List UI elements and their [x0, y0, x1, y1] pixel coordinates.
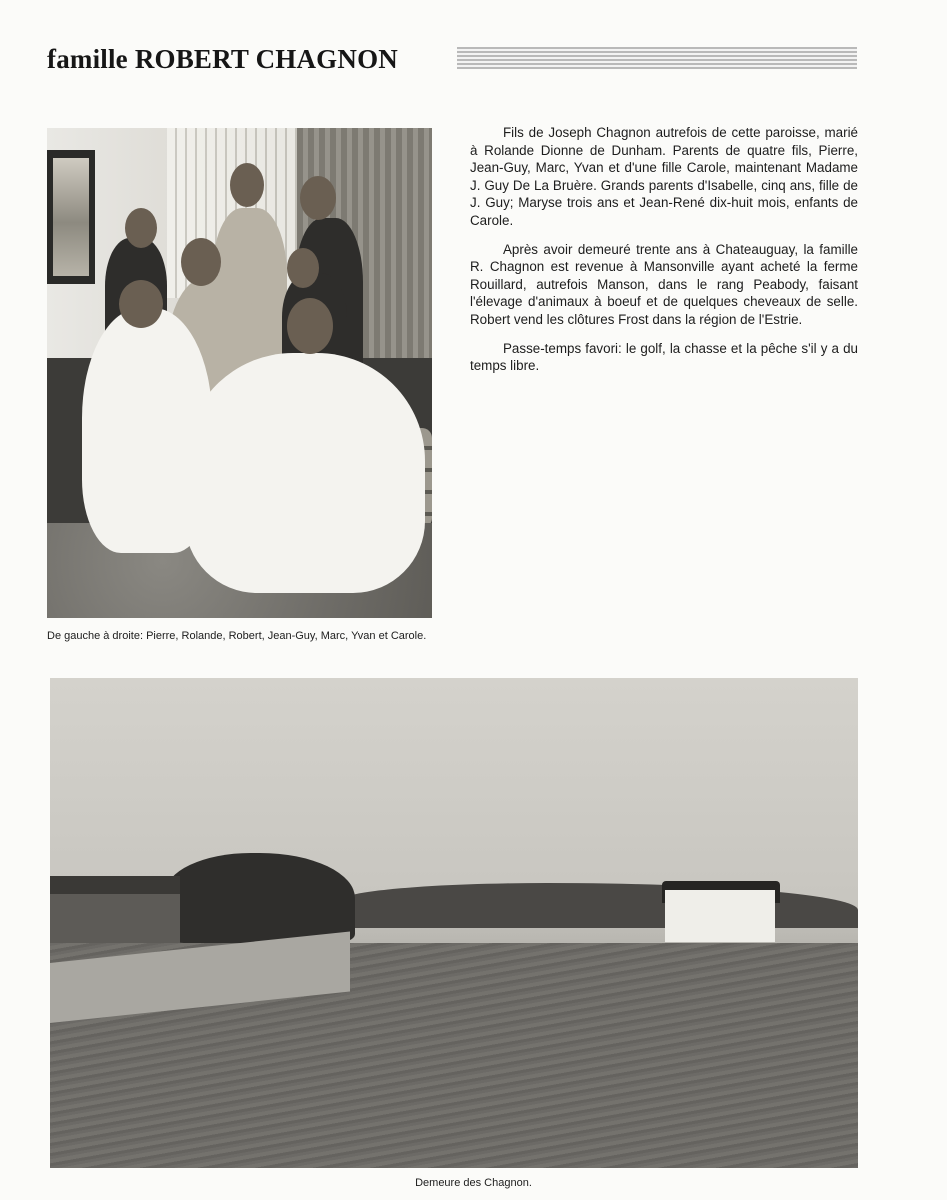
photo-house [665, 890, 775, 942]
head-marc [230, 163, 264, 207]
head-rolande [119, 280, 163, 328]
paragraph-1: Fils de Joseph Chagnon autrefois de cette paroisse, marié à Rolande Dionne de Dunham. Parents de quatre fils, Pierre, Jean-Guy, Marc, Yvan et d'une fille Carole, maintenant Madame J. Guy De La Bruère. Grands parents d'Isabelle, cinq ans, fille de J. Guy; Maryse trois ans et Jean-René dix-huit mois, enfants de Carole. [470, 125, 858, 228]
page-title [47, 44, 398, 75]
title-prefix: famille [47, 44, 128, 74]
figure-carole [185, 353, 425, 593]
photo-barn-roof [50, 876, 180, 894]
photo-trees [165, 853, 355, 943]
paragraph-2: Après avoir demeuré trente ans à Chateauguay, la famille R. Chagnon est revenue à Mansonville ayant acheté la ferme Rouillard, autrefois Manson, dans le rang Peabody, faisant l'élevage d'animaux à boeuf et de quelques cheveaux de selle. Robert vend les clôtures Frost dans la région de l'Estrie. [470, 241, 858, 327]
head-jean-guy [287, 248, 319, 288]
house-photo-caption: Demeure des Chagnon. [415, 1177, 532, 1189]
house-photo [50, 678, 858, 1168]
article-body [470, 124, 858, 386]
paragraph-3: Passe-temps favori: le golf, la chasse et la pêche s'il y a du temps libre. [470, 340, 858, 374]
painting-canvas [53, 158, 89, 276]
heading-row [47, 44, 857, 80]
family-photo-caption: De gauche à droite: Pierre, Rolande, Robert, Jean-Guy, Marc, Yvan et Carole. [47, 630, 427, 642]
head-carole [287, 298, 333, 354]
head-robert [181, 238, 221, 286]
head-pierre [125, 208, 157, 248]
head-yvan [300, 176, 336, 220]
title-name: ROBERT CHAGNON [134, 44, 398, 74]
family-photo [47, 128, 432, 618]
photo-hills [340, 883, 858, 928]
photo-painting [47, 150, 95, 284]
title-rule [457, 47, 857, 69]
